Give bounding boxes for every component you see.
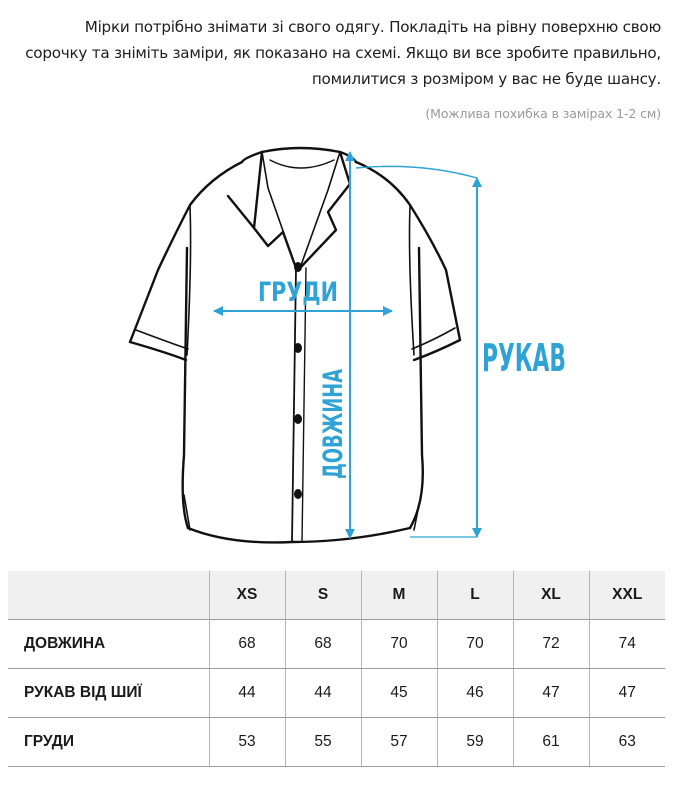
table-cell: 63 [589,718,665,767]
sleeve-label: РУКАВ [482,336,566,380]
table-cell: 57 [361,718,437,767]
table-cell: 46 [437,669,513,718]
measurement-error-note: (Можлива похибка в замірах 1-2 см) [425,106,661,121]
size-table [8,571,665,767]
shirt-measurement-diagram [0,140,673,560]
chest-label: ГРУДИ [258,277,338,308]
table-cell: 61 [513,718,589,767]
table-cell: 59 [437,718,513,767]
table-row-sleeve [8,669,665,718]
table-row-chest [8,718,665,767]
table-cell: 70 [361,620,437,669]
length-label: ДОВЖИНА [318,312,349,479]
table-cell: 70 [437,620,513,669]
intro-text: Мірки потрібно знімати зі свого одягу. Покладіть на рівну поверхню свою сорочку та зніміть заміри, як показано на схемі. Якщо ви все зробите правильно, помилитися з розміром у вас не буде шансу. [25,18,661,88]
header-cell-empty [8,571,209,620]
table-cell: 55 [285,718,361,767]
row-label: РУКАВ ВІД ШИЇ [8,669,209,718]
header-size-xxl: XXL [589,571,665,620]
header-size-xl: XL [513,571,589,620]
header-size-s: S [285,571,361,620]
table-cell: 47 [589,669,665,718]
table-cell: 44 [285,669,361,718]
measurement-arrows [214,152,477,538]
table-cell: 53 [209,718,285,767]
header-size-m: M [361,571,437,620]
table-row-length [8,620,665,669]
table-cell: 74 [589,620,665,669]
row-label: ДОВЖИНА [8,620,209,669]
size-table-header [8,571,665,620]
table-cell: 68 [209,620,285,669]
table-cell: 45 [361,669,437,718]
table-cell: 68 [285,620,361,669]
table-cell: 44 [209,669,285,718]
header-size-xs: XS [209,571,285,620]
table-cell: 47 [513,669,589,718]
row-label: ГРУДИ [8,718,209,767]
header-size-l: L [437,571,513,620]
table-cell: 72 [513,620,589,669]
